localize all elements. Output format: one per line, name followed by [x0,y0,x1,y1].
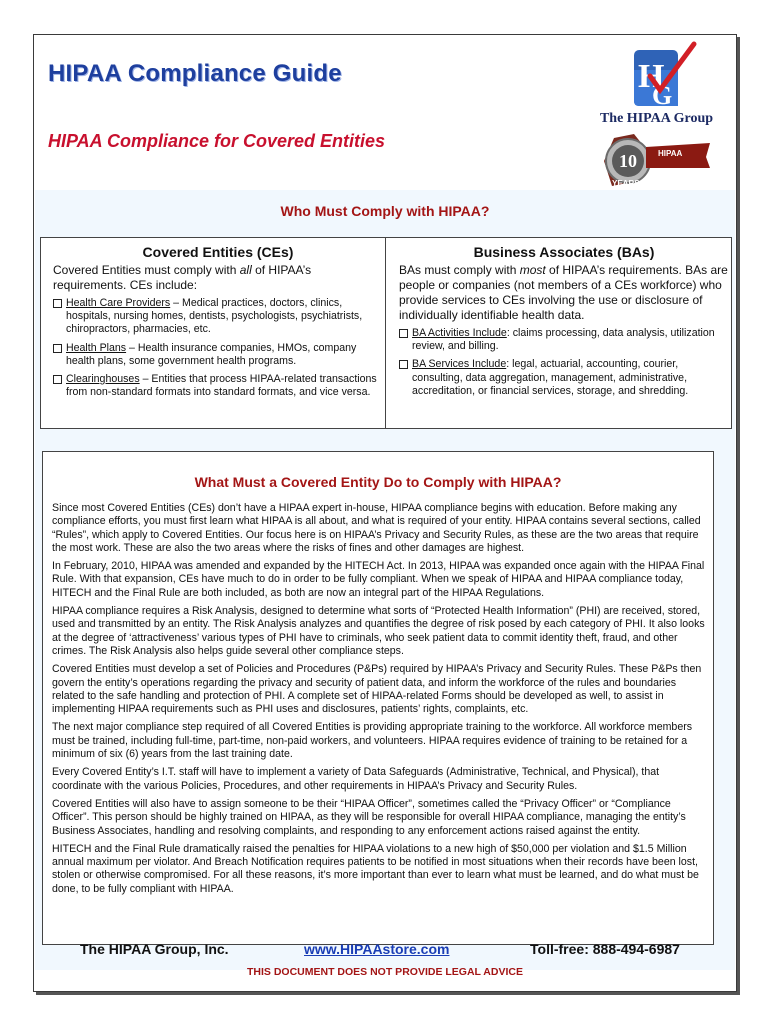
list-item: Health Care Providers – Medical practices, doctors, clinics, hospitals, nursing homes, dentists, psychologists, psychiatrists, chiropractors, pharmacies, etc. [53,297,383,337]
business-associates-heading: Business Associates (BAs) [473,244,655,260]
body-paragraph: HIPAA compliance requires a Risk Analysis, designed to determine what sorts of “Protected Health Information” (PHI) are received, stored, used and transmitted by an entity. The Risk Analysis analyzes and quantifies the degree of risk posed by each category of PHI. It also looks at the degree of ‘attractiveness’ various types of PHI have to criminals, who seek patient data to commit identity theft, fraud, and other crimes. The Risk Analysis also helps guide several other compliance steps. [52,605,705,657]
logo-text: The HIPAA Group [599,111,714,126]
checkbox-bullet-icon [53,375,62,384]
body-paragraph: Every Covered Entity’s I.T. staff will have to implement a variety of Data Safeguards (Administrative, Technical, and Physical), that coordinate with the various Policies, Procedures, and other requirements in HIPAA’s Privacy and Security Rules. [52,766,660,792]
list-item: BA Activities Include: claims processing, data analysis, utilization review, and billing. [399,327,729,353]
body-paragraph: Covered Entities will also have to assign someone to be their “HIPAA Officer”, sometimes called the “Privacy Officer” or “Compliance Officer”. This person should be highly trained on HIPAA, as they will be responsible for overall HIPAA compliance, managing the entity’s Business Associates, handling and resolving complaints, and responding to any enforcement actions raised against the entity. [52,797,686,837]
document-page [33,34,737,992]
svg-text:HIPAA: HIPAA [658,149,683,158]
body-paragraph: In February, 2010, HIPAA was amended and expanded by the HITECH Act. In 2013, HIPAA was expanded once again with the HIPAA Final Rule. With that expansion, CEs have much to do in order to be fully compliant. When we speak of HIPAA and HIPAA compliance today, HITECH and the Final Rule are both included, as both are now an integral part of the HIPAA Regulations. [52,560,705,599]
entities-table [40,237,732,429]
page-subtitle: HIPAA Compliance for Covered Entities [48,131,386,151]
list-item: BA Services Include: legal, actuarial, accounting, courier, consulting, data aggregation, management, administrative, accreditation, or financial services, storage, and shredding. [399,358,729,398]
svg-text:10: 10 [619,151,637,171]
body-paragraph: Covered Entities must develop a set of Policies and Procedures (P&Ps) required by HIPAA’s Privacy and Security Rules. These P&Ps then govern the entity’s operations regarding the privacy and security of patient data, and inform the workforce of the rules and boundaries related to the safe handling and protection of PHI. A complete set of HIPAA-related Forms should be developed as well, to assist in implementing HIPAA requirements such as PHI uses and disclosures, patients’ rights, complaints, etc. [52,663,702,716]
legal-disclaimer: THIS DOCUMENT DOES NOT PROVIDE LEGAL ADVICE [247,966,523,978]
checkbox-bullet-icon [53,344,62,353]
body-paragraph: The next major compliance step required of all Covered Entities is providing appropriate training to the workforce. All workforce members must be trained, including full-time, part-time, non-paid workers, and volunteers. HIPAA requires evidence of training to be retained for a minimum of six (6) years from the last training date. [52,721,693,761]
checkbox-bullet-icon [53,299,62,308]
list-item: Health Plans – Health insurance companies, HMOs, company health plans, some government health programs. [53,342,383,368]
checkbox-bullet-icon [399,360,408,369]
compliance-steps-box [42,451,714,945]
svg-text:H: H [638,58,665,95]
body-paragraph: Since most Covered Entities (CEs) don’t have a HIPAA expert in-house, HIPAA compliance begins with education. Before making any compliance efforts, you must first learn what HIPAA is all about, and what is required of your entity. HIPAA contains several sections, called “Rules”, which apply to Covered Entities. Our focus here is on HIPAA’s Privacy and Security Rules, as these are the two areas that require the most work. These are also the two areas where the risks of fines and other damages are highest. [52,502,701,554]
checkbox-bullet-icon [399,329,408,338]
list-item: Clearinghouses – Entities that process HIPAA-related transactions from non-standard formats into standard formats, and vice versa. [53,373,383,399]
covered-entities-intro: Covered Entities must comply with all of HIPAA’s requirements. CEs include: [53,263,312,292]
covered-entities-column [53,238,383,404]
business-associates-column [399,238,729,403]
svg-text:YEARS: YEARS [612,179,640,188]
ten-years-badge-icon [584,134,712,189]
company-name: The HIPAA Group, Inc. [80,941,229,957]
svg-text:G: G [652,81,673,110]
page-title: HIPAA Compliance Guide [48,60,342,87]
compliance-steps-heading: What Must a Covered Entity Do to Comply with HIPAA? [194,474,562,490]
covered-entities-heading: Covered Entities (CEs) [142,244,294,260]
toll-free-phone: Toll-free: 888-494-6987 [530,941,680,957]
who-must-comply-heading: Who Must Comply with HIPAA? [280,203,490,219]
website-link[interactable]: www.HIPAAstore.com [304,941,450,957]
column-divider [385,238,386,428]
business-associates-intro: BAs must comply with most of HIPAA’s requirements. BAs are people or companies (not members of a CEs workforce) who provide services to CEs involving the use or disclosure of individually identifiable health data. [399,263,728,322]
body-paragraph: HITECH and the Final Rule dramatically raised the penalties for HIPAA violations to a new high of $50,000 per violation and $1.5 Million annual maximum per violator. And Breach Notification requires patients to be notified in most situations when their records have been lost, stolen or otherwise compromised. For all these reasons, it’s more important than ever to learn what must be learned, and do what must be done, to be fully compliant with HIPAA. [52,842,699,895]
